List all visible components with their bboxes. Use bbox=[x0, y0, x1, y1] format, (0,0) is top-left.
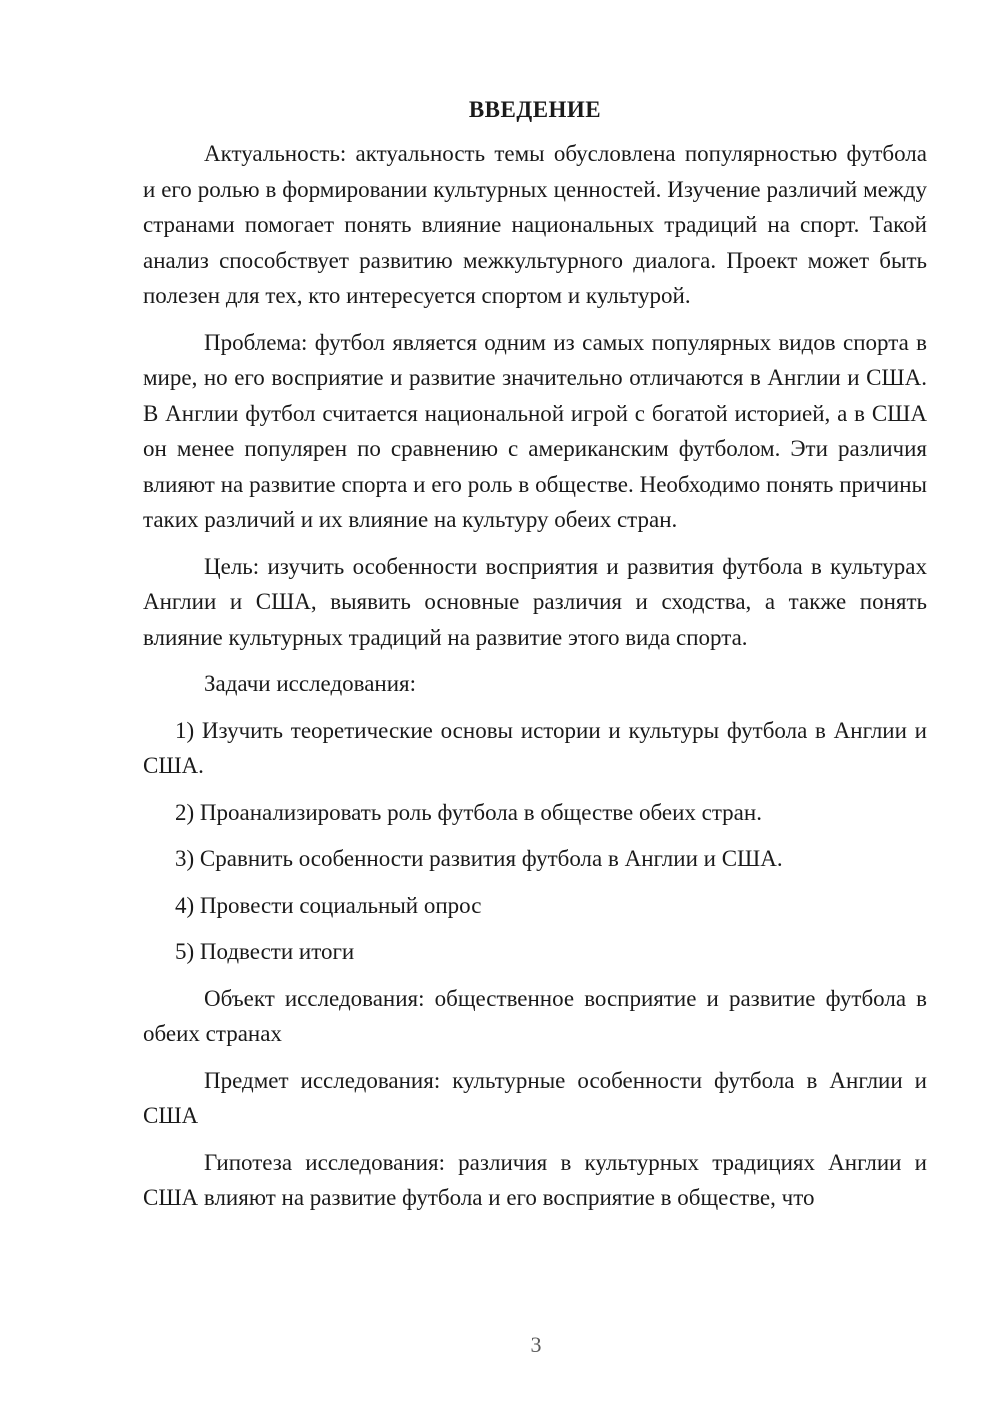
task-item-3: 3) Сравнить особенности развития футбола в Англии и США. bbox=[175, 846, 783, 871]
task-item-4: 4) Провести социальный опрос bbox=[175, 892, 482, 918]
task-item-5: 5) Подвести итоги bbox=[175, 939, 355, 964]
task-item-2: 2) Проанализировать роль футбола в обществе обеих стран. bbox=[175, 799, 762, 825]
paragraph-subject: Предмет исследования: культурные особенности футбола в Англии и США bbox=[143, 1067, 927, 1128]
paragraph-tasks-heading: Задачи исследования: bbox=[204, 671, 417, 696]
paragraph-problem: Проблема: футбол является одним из самых популярных видов спорта в мире, но его восприятие и развитие значительно отличаются в Англии и США. В Англии футбол считается национальной игрой с богатой историей, а в США он менее популярен по сравнению с американским футболом. Эти различия влияют на развитие спорта и его роль в обществе. Необходимо понять причины таких различий и их влияние на культуру обеих стран. bbox=[143, 329, 927, 532]
paragraph-goal: Цель: изучить особенности восприятия и развития футбола в культурах Англии и США, выявить основные различия и сходства, а также понять влияние культурных традиций на развитие этого вида спорта. bbox=[143, 553, 927, 650]
paragraph-object: Объект исследования: общественное восприятие и развитие футбола в обеих странах bbox=[143, 985, 927, 1046]
section-title: ВВЕДЕНИЕ bbox=[468, 97, 602, 122]
paragraph-relevance: Актуальность: актуальность темы обусловлена популярностью футбола и его ролью в формировании культурных ценностей. Изучение различий между странами помогает понять влияние национальных традиций на спорт. Такой анализ способствует развитию межкультурного диалога. Проект может быть полезен для тех, кто интересуется спортом и культурой. bbox=[143, 141, 927, 308]
task-item-1: 1) Изучить теоретические основы истории и культуры футбола в Англии и США. bbox=[143, 717, 927, 778]
page-number: 3 bbox=[530, 1332, 542, 1357]
paragraph-hypothesis: Гипотеза исследования: различия в культурных традициях Англии и США влияют на развитие футбола и его восприятие в обществе, что bbox=[143, 1149, 927, 1210]
page-content bbox=[143, 92, 927, 1227]
